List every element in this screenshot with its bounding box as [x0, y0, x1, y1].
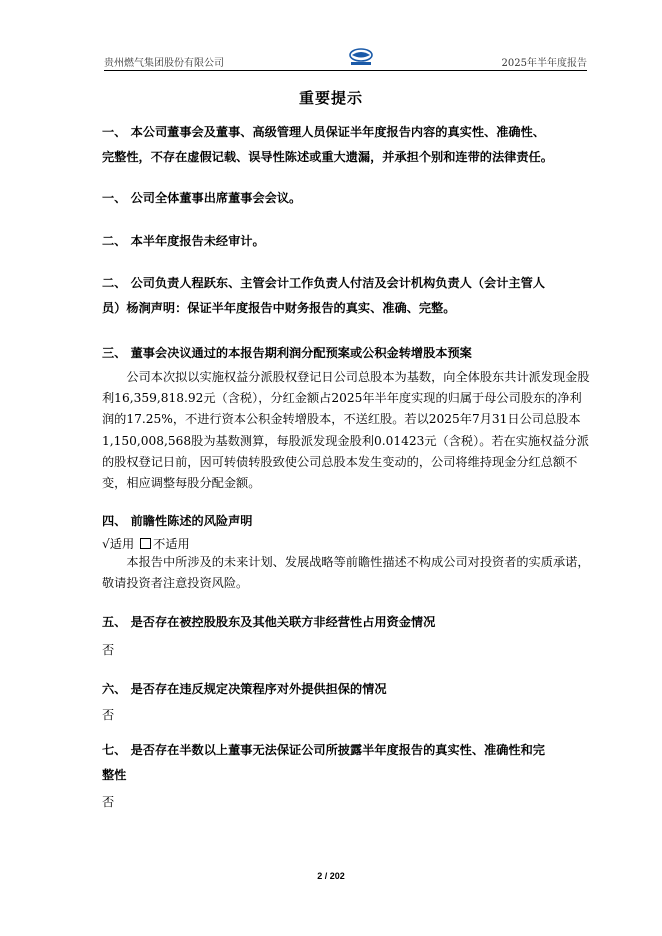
page-title: 重要提示	[298, 89, 363, 107]
item-7-answer: 否	[102, 643, 115, 657]
profit-distribution-paragraph: 公司本次拟以实施权益分派股权登记日公司总股本为基数，向全体股东共计派发现金股利16,359,818.92元（含税），分红金额占2025年半年度实现的归属于母公司股东的净利润的17.25%，不进行资本公积金转增股本，不送红股。若以2025年7月31日公司总股本1,150,008,568股为基数测算，每股派发现金股利0.01423元（含税）。若在实施权益分派的股权登记日前，因可转债转股致使公司总股本发生变动的，公司将维持现金分红总额不变，相应调整每股分配金额。	[102, 370, 590, 491]
page-header	[104, 48, 587, 71]
item-8-heading: 六、 是否存在违反规定决策程序对外提供担保的情况	[102, 682, 387, 696]
item-1-line-1: 一、 本公司董事会及董事、高级管理人员保证半年度报告内容的真实性、准确性、	[102, 125, 545, 139]
item-1-line-2: 完整性，不存在虚假记载、误导性陈述或重大遗漏，并承担个别和连带的法律责任。	[102, 150, 553, 164]
item-7-heading: 五、 是否存在被控股股东及其他关联方非经营性占用资金情况	[102, 615, 436, 629]
item-8-answer: 否	[102, 708, 115, 722]
company-logo-icon	[348, 48, 374, 66]
item-4-line-2: 员）杨涧声明：保证半年度报告中财务报告的真实、准确、完整。	[102, 301, 456, 315]
item-4-line-1: 二、 公司负责人程跃东、主管会计工作负责人付洁及会计机构负责人（会计主管人	[102, 276, 545, 290]
item-6-heading: 四、 前瞻性陈述的风险声明	[102, 514, 253, 528]
page-number: 2 / 202	[317, 871, 345, 881]
applicability-row	[102, 536, 190, 552]
checkmark-icon: √	[102, 537, 110, 551]
forward-looking-paragraph: 本报告中所涉及的未来计划、发展战略等前瞻性描述不构成公司对投资者的实质承诺，敬请投资者注意投资风险。	[102, 555, 590, 591]
not-applicable-label: 不适用	[153, 537, 190, 551]
item-2-line: 一、 公司全体董事出席董事会会议。	[102, 191, 302, 205]
header-company-name: 贵州燃气集团股份有限公司	[104, 58, 224, 69]
applicable-label: 适用	[109, 537, 135, 551]
item-9-answer: 否	[102, 795, 115, 809]
unchecked-box-icon	[140, 538, 151, 549]
header-report-title: 2025年半年度报告	[501, 58, 587, 69]
item-9-line-1: 七、 是否存在半数以上董事无法保证公司所披露半年度报告的真实性、准确性和完	[102, 743, 545, 757]
item-5-heading: 三、 董事会决议通过的本报告期利润分配预案或公积金转增股本预案	[102, 346, 472, 360]
item-3-line: 二、 本半年度报告未经审计。	[102, 234, 265, 248]
item-9-line-2: 整性	[102, 768, 127, 782]
